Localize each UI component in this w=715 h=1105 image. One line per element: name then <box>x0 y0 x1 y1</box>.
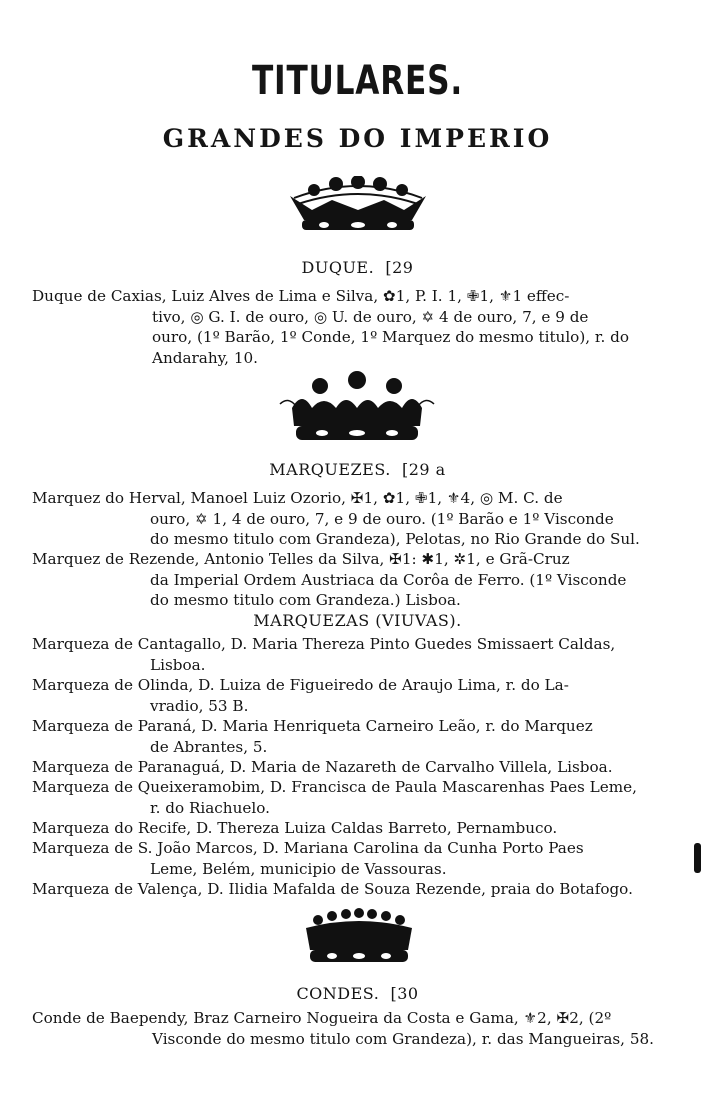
entry-marqueza-olinda <box>32 675 668 716</box>
section-heading-duque: DUQUE. [29 <box>301 258 414 277</box>
entry-line: Marqueza de Paraná, D. Maria Henriqueta Carneiro Leão, r. do Marquez <box>32 717 593 735</box>
entry-marqueza-recife <box>32 818 668 839</box>
entry-line: de Abrantes, 5. <box>150 737 268 756</box>
entry-line: ouro, ✡ 1, 4 de ouro, 7, e 9 de ouro. (1º Barão e 1º Visconde <box>150 509 614 528</box>
page-subtitle: GRANDES DO IMPERIO <box>162 124 553 153</box>
entry-line: ouro, (1º Barão, 1º Conde, 1º Marquez do mesmo titulo), r. do <box>152 328 630 346</box>
entry-line: Marqueza de S. João Marcos, D. Mariana Carolina da Cunha Porto Paes <box>32 839 584 857</box>
entry-marqueza-cantagallo <box>32 634 668 675</box>
entry-line: r. do Riachuelo. <box>150 798 270 817</box>
entry-line: Marquez do Herval, Manoel Luiz Ozorio, ✠1, ✿1, ✙1, ⚜4, ◎ M. C. de <box>32 489 563 507</box>
entry-line: Marqueza de Paranaguá, D. Maria de Nazareth de Carvalho Villela, Lisboa. <box>32 758 613 776</box>
entry-duque-caxias <box>32 286 668 368</box>
entry-marqueza-paranagua <box>32 757 668 778</box>
entry-line: Visconde do mesmo titulo com Grandeza), r. das Mangueiras, 58. <box>152 1029 654 1048</box>
entry-line: Conde de Baependy, Braz Carneiro Nogueira da Costa e Gama, ⚜2, ✠2, (2º <box>32 1009 612 1027</box>
entry-line: Lisboa. <box>150 655 206 674</box>
entry-conde-baependy <box>32 1008 668 1049</box>
entry-line: da Imperial Ordem Austriaca da Corôa de Ferro. (1º Visconde <box>150 570 627 589</box>
entry-line: do mesmo titulo com Grandeza.) Lisboa. <box>150 591 461 609</box>
entry-line: do mesmo titulo com Grandeza), Pelotas, no Rio Grande do Sul. <box>150 530 640 548</box>
entry-marqueza-sao-joao-marcos <box>32 838 668 879</box>
entry-marquez-herval <box>32 488 668 550</box>
entry-line: Marquez de Rezende, Antonio Telles da Silva, ✠1: ✱1, ✲1, e Grã-Cruz <box>32 550 570 568</box>
entry-line: tivo, ◎ G. I. de ouro, ◎ U. de ouro, ✡ 4 de ouro, 7, e 9 de <box>152 307 589 326</box>
entry-marqueza-valenca <box>32 879 668 900</box>
entry-line: Leme, Belém, municipio de Vassouras. <box>150 859 447 878</box>
entry-line: Marqueza de Olinda, D. Luiza de Figueiredo de Araujo Lima, r. do La- <box>32 676 569 694</box>
entry-marqueza-queixeramobim <box>32 777 668 818</box>
entry-line: Andarahy, 10. <box>152 348 258 367</box>
entry-line: Marqueza do Recife, D. Thereza Luiza Caldas Barreto, Pernambuco. <box>32 819 558 837</box>
page-title: TITULARES. <box>251 58 463 104</box>
section-heading-condes: CONDES. [30 <box>296 984 419 1003</box>
entry-marquez-rezende <box>32 549 668 611</box>
entry-line: Marqueza de Valença, D. Ilidia Mafalda de Souza Rezende, praia do Botafogo. <box>32 880 633 898</box>
section-heading-marquezes: MARQUEZES. [29 a <box>269 460 446 479</box>
section-heading-marquezas: MARQUEZAS (VIUVAS). <box>253 611 462 630</box>
entry-marqueza-parana <box>32 716 668 757</box>
count-crown-icon <box>296 906 422 970</box>
entry-line: vradio, 53 B. <box>150 696 249 715</box>
margin-ink-mark <box>694 843 701 873</box>
entry-line: Marqueza de Queixeramobim, D. Francisca de Paula Mascarenhas Paes Leme, <box>32 778 637 796</box>
marquis-crown-icon <box>272 368 442 448</box>
ducal-crown-icon <box>284 176 432 236</box>
entry-line: Duque de Caxias, Luiz Alves de Lima e Silva, ✿1, P. I. 1, ✙1, ⚜1 effec- <box>32 287 570 305</box>
entry-line: Marqueza de Cantagallo, D. Maria Thereza Pinto Guedes Smissaert Caldas, <box>32 635 616 653</box>
